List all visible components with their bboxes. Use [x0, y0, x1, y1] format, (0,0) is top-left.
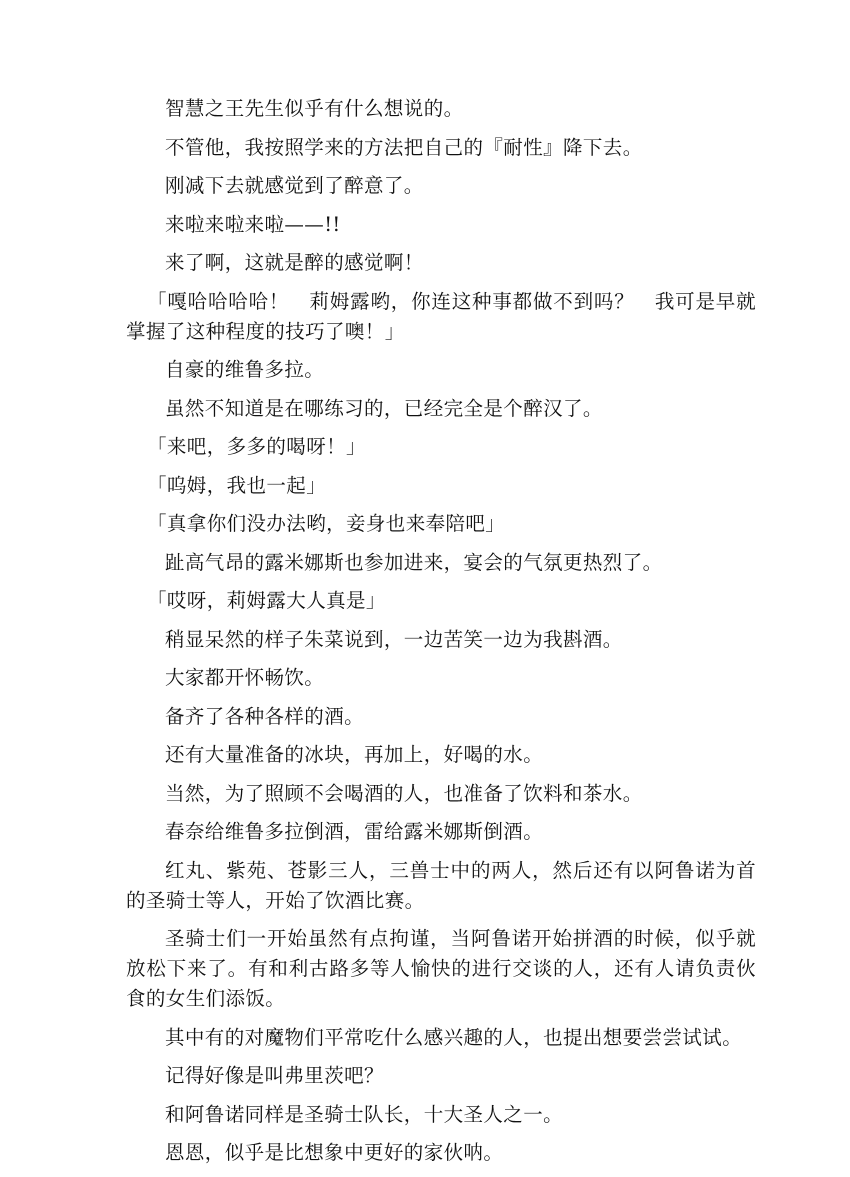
paragraph-5: 来了啊，这就是醉的感觉啊！	[165, 251, 424, 274]
paragraph-12: 趾高气昂的露米娜斯也参加进来，宴会的气氛更热烈了。	[165, 550, 663, 574]
paragraph-17: 还有大量准备的冰块，再加上，好喝的水。	[165, 743, 544, 766]
paragraph-14: 稍显呆然的样子朱菜说到，一边苦笑一边为我斟酒。	[165, 627, 623, 651]
paragraph-1: 智慧之王先生似乎有什么想说的。	[165, 97, 464, 120]
paragraph-3: 刚减下去就感觉到了醉意了。	[165, 174, 424, 197]
paragraph-18: 当然，为了照顾不会喝酒的人，也准备了饮料和茶水。	[165, 781, 643, 805]
paragraph-19: 春奈给维鲁多拉倒酒，雷给露米娜斯倒酒。	[165, 820, 544, 843]
paragraph-4: 来啦来啦来啦——!!	[165, 212, 341, 236]
dialog-shuna: 「哎呀，莉姆露大人真是」	[147, 589, 386, 612]
paragraph-24: 和阿鲁诺同样是圣骑士队长，十大圣人之一。	[165, 1102, 564, 1126]
paragraph-15: 大家都开怀畅饮。	[165, 666, 325, 689]
paragraph-21: 圣骑士们一开始虽然有点拘谨，当阿鲁诺开始拼酒的时候，似乎就放松下来了。有和利古路多等人愉快的进行交谈的人，还有人请负责伙食的女生们添饭。	[126, 927, 756, 1010]
paragraph-7: 自豪的维鲁多拉。	[165, 358, 325, 381]
dialog-veldora-boast: 「嘎哈哈哈哈！ 莉姆露哟，你连这种事都做不到吗？ 我可是早就掌握了这种程度的技巧了噢！」	[126, 289, 756, 343]
document-page	[126, 94, 756, 1177]
paragraph-2: 不管他，我按照学来的方法把自己的『耐性』降下去。	[165, 135, 643, 159]
paragraph-16: 备齐了各种各样的酒。	[165, 704, 365, 728]
paragraph-23: 记得好像是叫弗里茨吧？	[165, 1064, 384, 1087]
dialog-drink-up: 「来吧，多多的喝呀！」	[147, 435, 366, 458]
paragraph-8: 虽然不知道是在哪练习的，已经完全是个醉汉了。	[165, 396, 603, 420]
paragraph-22: 其中有的对魔物们平常吃什么感兴趣的人，也提出想要尝尝试试。	[165, 1025, 743, 1049]
dialog-luminous: 「真拿你们没办法哟，妾身也来奉陪吧」	[147, 512, 506, 535]
dialog-me-too: 「呜姆，我也一起」	[147, 473, 327, 497]
paragraph-20: 红丸、紫苑、苍影三人，三兽士中的两人，然后还有以阿鲁诺为首的圣骑士等人，开始了饮酒比赛。	[126, 858, 756, 912]
paragraph-25: 恩恩，似乎是比想象中更好的家伙呐。	[165, 1141, 504, 1164]
